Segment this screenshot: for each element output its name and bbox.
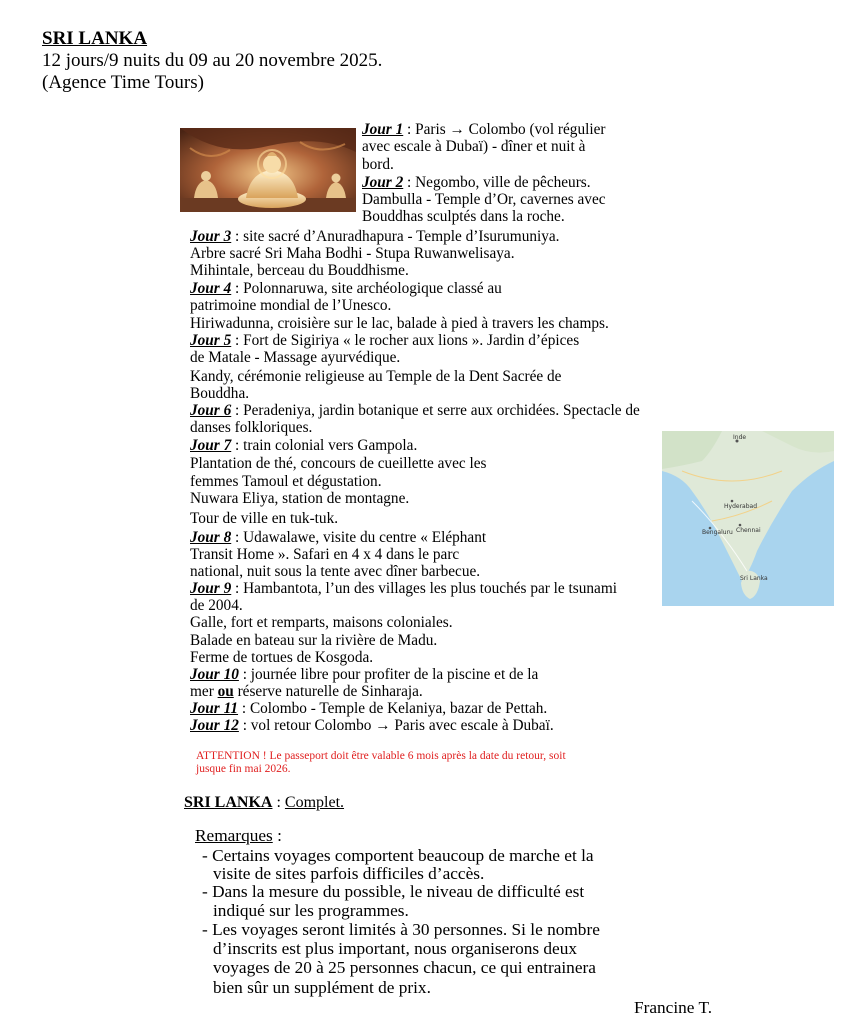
day-8-line: Transit Home ». Safari en 4 x 4 dans le parc xyxy=(190,546,460,563)
day-6-line: danses folkloriques. xyxy=(190,419,313,436)
booking-status: SRI LANKA : Complet. xyxy=(184,794,345,811)
day-3-line: Jour 3 : site sacré d’Anuradhapura - Temple d’Isurumuniya. xyxy=(190,228,560,245)
day-7-line: Nuwara Eliya, station de montagne. xyxy=(190,490,410,507)
map-label-india: Inde xyxy=(733,434,747,441)
trip-agency: (Agence Time Tours) xyxy=(42,72,204,93)
day-2-line: Dambulla - Temple d’Or, cavernes avec xyxy=(362,191,606,208)
day-4-line: Jour 4 : Polonnaruwa, site archéologique classé au xyxy=(190,280,502,297)
day-9-line: Jour 9 : Hambantota, l’un des villages les plus touchés par le tsunami xyxy=(190,580,617,597)
status-badge: Complet. xyxy=(284,794,345,811)
day-8-line: Jour 8 : Udawalawe, visite du centre « Eléphant xyxy=(190,529,487,546)
remark-line: d’inscrits est plus important, nous organiserons deux xyxy=(213,939,577,958)
day-7-label: Jour 7 xyxy=(190,437,232,454)
day-9-line: Balade en bateau sur la rivière de Madu. xyxy=(190,632,438,649)
day-12-line: Jour 12 : vol retour Colombo → Paris avec escale à Dubaï. xyxy=(190,717,554,734)
map-label-srilanka: Sri Lanka xyxy=(740,575,768,582)
passport-warning: jusque fin mai 2026. xyxy=(196,763,291,775)
remark-line: - Certains voyages comportent beaucoup de marche et la xyxy=(202,846,594,865)
day-5-line: Jour 5 : Fort de Sigiriya « le rocher aux lions ». Jardin d’épices xyxy=(190,332,580,349)
remarks-title: Remarques : xyxy=(195,826,282,845)
day-9-line: Galle, fort et remparts, maisons coloniales. xyxy=(190,614,453,631)
day-4-label: Jour 4 xyxy=(190,280,232,297)
map-label-city2: Chennai xyxy=(736,527,761,534)
day-5-line: Bouddha. xyxy=(190,385,250,402)
trip-title: SRI LANKA xyxy=(42,28,148,49)
trip-dates: 12 jours/9 nuits du 09 au 20 novembre 2025. xyxy=(42,50,383,71)
remark-line: bien sûr un supplément de prix. xyxy=(213,978,431,997)
remark-line: - Dans la mesure du possible, le niveau de difficulté est xyxy=(202,882,585,901)
remark-line: voyages de 20 à 25 personnes chacun, ce qui entrainera xyxy=(213,958,596,977)
day-3-line: Arbre sacré Sri Maha Bodhi - Stupa Ruwanwelisaya. xyxy=(190,245,515,262)
day-9-label: Jour 9 xyxy=(190,580,232,597)
day-7-line: Jour 7 : train colonial vers Gampola. xyxy=(190,437,418,454)
day-3-line: Mihintale, berceau du Bouddhisme. xyxy=(190,262,409,279)
india-srilanka-map xyxy=(662,431,834,606)
day-7-line: Tour de ville en tuk-tuk. xyxy=(190,510,339,527)
day-8-line: national, nuit sous la tente avec dîner barbecue. xyxy=(190,563,481,580)
day-1-line: bord. xyxy=(362,156,394,173)
day-7-line: femmes Tamoul et dégustation. xyxy=(190,473,382,490)
passport-warning: ATTENTION ! Le passeport doit être valable 6 mois après la date du retour, soit xyxy=(196,750,566,762)
remark-line: visite de sites parfois difficiles d’accès. xyxy=(213,864,485,883)
signature: Francine T. xyxy=(634,998,713,1017)
day-2-line: Bouddhas sculptés dans la roche. xyxy=(362,208,565,225)
day-6-label: Jour 6 xyxy=(190,402,232,419)
day-9-line: de 2004. xyxy=(190,597,243,614)
day-4-line: Hiriwadunna, croisière sur le lac, balade à pied à travers les champs. xyxy=(190,315,609,332)
day-1-line: avec escale à Dubaï) - dîner et nuit à xyxy=(362,138,586,155)
day-10-label: Jour 10 xyxy=(190,666,239,683)
map-label-city1: Bengaluru xyxy=(702,529,733,536)
day-7-line: Plantation de thé, concours de cueillette avec les xyxy=(190,455,487,472)
day-1-line: Jour 1 : Paris → Colombo (vol régulier xyxy=(362,121,606,138)
day-2-label: Jour 2 xyxy=(362,174,404,191)
buddha-cave-photo xyxy=(180,128,356,212)
day-5-line: de Matale - Massage ayurvédique. xyxy=(190,349,401,366)
day-2-line: Jour 2 : Negombo, ville de pêcheurs. xyxy=(362,174,591,191)
day-5-label: Jour 5 xyxy=(190,332,232,349)
day-5-line: Kandy, cérémonie religieuse au Temple de la Dent Sacrée de xyxy=(190,368,562,385)
day-3-label: Jour 3 xyxy=(190,228,232,245)
remark-line: - Les voyages seront limités à 30 personnes. Si le nombre xyxy=(202,920,600,939)
day-11-line: Jour 11 : Colombo - Temple de Kelaniya, bazar de Pettah. xyxy=(190,700,548,717)
map-label-city3: Hyderabad xyxy=(724,503,757,510)
day-1-label: Jour 1 xyxy=(362,121,404,138)
day-11-label: Jour 11 xyxy=(190,700,239,717)
day-8-label: Jour 8 xyxy=(190,529,232,546)
remark-line: indiqué sur les programmes. xyxy=(213,901,409,920)
day-9-line: Ferme de tortues de Kosgoda. xyxy=(190,649,374,666)
day-12-label: Jour 12 xyxy=(190,717,239,734)
day-4-line: patrimoine mondial de l’Unesco. xyxy=(190,297,392,314)
day-10-line: Jour 10 : journée libre pour profiter de la piscine et de la xyxy=(190,666,539,683)
day-10-line: mer ou réserve naturelle de Sinharaja. xyxy=(190,683,423,700)
day-6-line: Jour 6 : Peradeniya, jardin botanique et serre aux orchidées. Spectacle de xyxy=(190,402,640,419)
